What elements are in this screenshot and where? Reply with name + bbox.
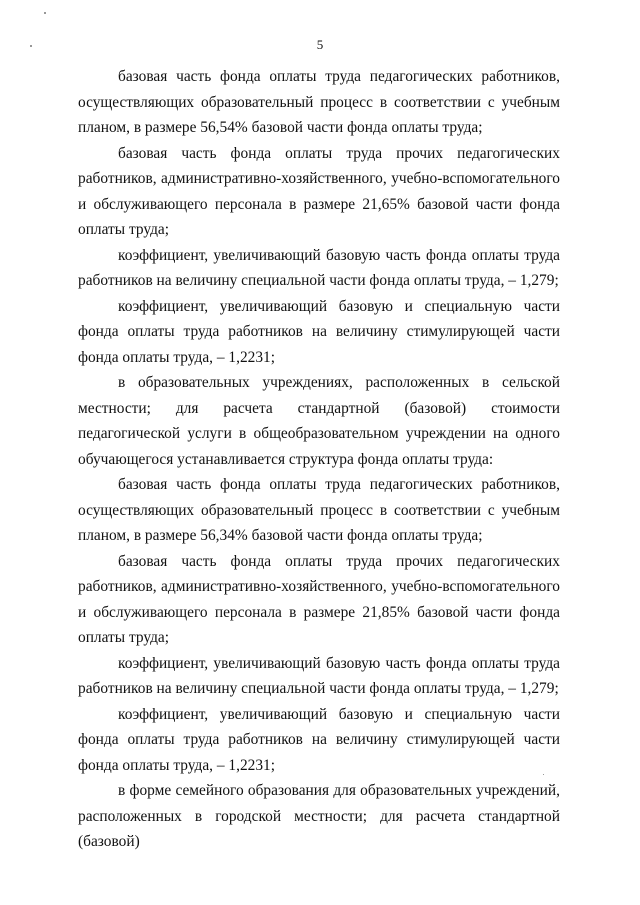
paragraph-rural-institutions-intro: в образовательных учреждениях, расположенных в сельской местности; для расчета стандартной (базовой) стоимости педагогической услуги в общеобразовательном учреждении на одного обучающегося устанавливается структура фонда оплаты труда: <box>78 374 560 468</box>
scan-speck <box>44 12 46 14</box>
paragraph-stimulating-part-coefficient-urban: коэффициент, увеличивающий базовую и специальную части фонда оплаты труда работников на величину стимулирующей части фонда оплаты труда, – 1,2231; <box>78 297 560 366</box>
paragraph-special-part-coefficient-rural: коэффициент, увеличивающий базовую часть фонда оплаты труда работников на величину специальной части фонда оплаты труда, – 1,279; <box>78 654 560 697</box>
paragraph-base-pay-other-staff-rural: базовая часть фонда оплаты труда прочих педагогических работников, административно-хозяйственного, учебно-вспомогательного и обслуживающего персонала в размере 21,85% базовой части фонда оплаты труда; <box>78 552 560 646</box>
paragraph-special-part-coefficient-urban: коэффициент, увеличивающий базовую часть фонда оплаты труда работников на величину специальной части фонда оплаты труда, – 1,279; <box>78 246 560 289</box>
document-body <box>78 64 560 855</box>
paragraph-base-pay-teaching-staff-rural: базовая часть фонда оплаты труда педагогических работников, осуществляющих образовательный процесс в соответствии с учебным планом, в размере 56,34% базовой части фонда оплаты труда; <box>78 476 560 544</box>
paragraph-base-pay-teaching-staff-urban: базовая часть фонда оплаты труда педагогических работников, осуществляющих образовательный процесс в соответствии с учебным планом, в размере 56,54% базовой части фонда оплаты труда; <box>78 68 560 136</box>
page-number: 5 <box>316 37 324 52</box>
paragraph-base-pay-other-staff-urban: базовая часть фонда оплаты труда прочих педагогических работников, административно-хозяйственного, учебно-вспомогательного и обслуживающего персонала в размере 21,65% базовой части фонда оплаты труда; <box>78 144 560 238</box>
paragraph-family-education-intro: в форме семейного образования для образовательных учреждений, расположенных в городской местности; для расчета стандартной (базовой) <box>78 782 560 850</box>
paragraph-stimulating-part-coefficient-rural: коэффициент, увеличивающий базовую и специальную части фонда оплаты труда работников на величину стимулирующей части фонда оплаты труда, – 1,2231; <box>78 705 560 774</box>
